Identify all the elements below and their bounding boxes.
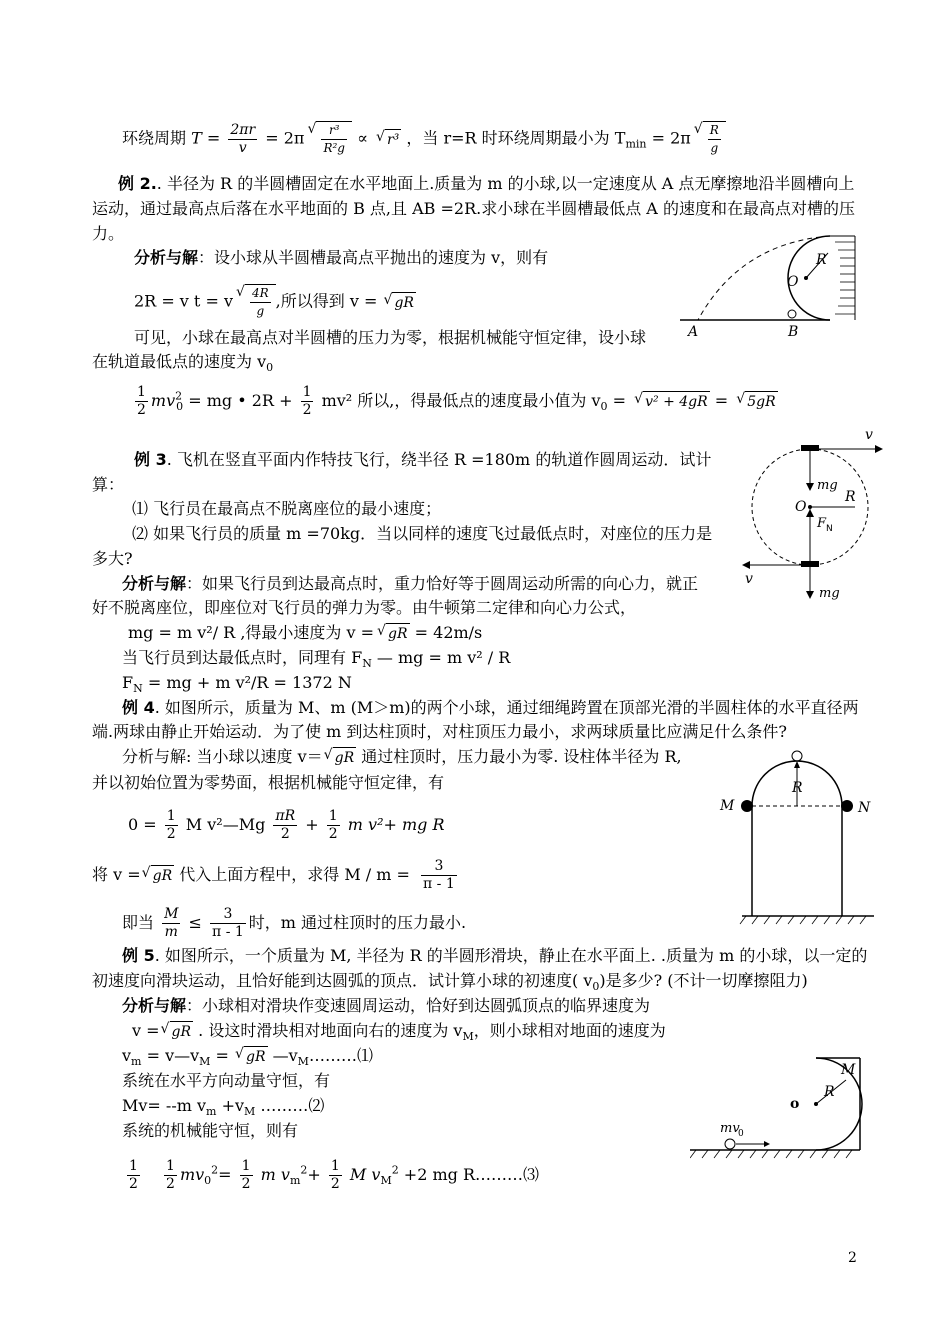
svg-text:O: O: [787, 274, 799, 290]
svg-text:R: R: [816, 252, 827, 268]
svg-text:M: M: [841, 1062, 856, 1078]
ex4-analysis: 分析与解: 当小球以速度 v＝√ gR 通过柱顶时，压力最小为零. 设柱体半径为 R,: [122, 747, 682, 768]
svg-text:o: o: [790, 1096, 800, 1112]
ex3-line1: 例 3. 飞机在竖直平面内作特技飞行，绕半径 R =180m 的轨道作圆周运动．试计: [134, 450, 712, 469]
svg-text:R: R: [792, 780, 803, 796]
svg-text:N: N: [858, 800, 871, 816]
ex3-analysis: 分析与解：如果飞行员到达最高点时，重力恰好等于圆周运动所需的向心力，就正: [122, 574, 699, 593]
ex4-eq2: 将 v =√ gR 代入上面方程中，求得 M / m = $\frac{3}{\pi - 1}$: [92, 858, 460, 893]
ex3-eq3: $F_N$ = mg + m v²/R = 1372 N: [122, 673, 352, 696]
ex5-para1: 系统在水平方向动量守恒，有: [122, 1071, 331, 1090]
ex5-eq1: $v_m$ = $v—v_M$ = √ gR $—v_M\dots\dots\dots ⑴$: [122, 1046, 373, 1072]
svg-text:F: F: [817, 516, 827, 531]
svg-text:mg: mg: [819, 586, 840, 601]
svg-text:M: M: [720, 798, 735, 814]
ex4-eq3: 即当 $\frac{M}{m}$ ≤ $\frac{3}{\pi - 1}$ 时，m 通过柱顶时的压力最小.: [122, 906, 467, 940]
svg-text:v: v: [745, 571, 753, 587]
ex3-analysis2: 好不脱离座位，即座位对飞行员的弹力为零。由牛顿第二定律和向心力公式，: [92, 598, 637, 617]
ex2-eq2: $\frac{1}{2}$ $mv^2_0$ = mg • 2R + $\frac{1}{2}$ mv² 所以,，得最低点的速度最小值为 $v_0$ = √ v² + 4gR = √ 5gR: [132, 384, 778, 419]
svg-text:B: B: [788, 324, 799, 340]
ex5-analysis2: v =√ gR . 设这时滑块相对地面向右的速度为 $v_M$，则小球相对地面的速度为: [132, 1021, 666, 1047]
ex5-para2: 系统的机械能守恒，则有: [122, 1121, 299, 1140]
loop-figure: [735, 425, 885, 603]
ex3-line2: 算：: [92, 475, 125, 494]
svg-text:A: A: [688, 324, 699, 340]
svg-text:mv: mv: [720, 1121, 740, 1136]
ex3-eq1: mg = m v²/ R ,得最小速度为 v =√ gR = 42m/s: [128, 623, 482, 644]
svg-text:mg: mg: [817, 478, 838, 493]
svg-text:N: N: [826, 524, 833, 534]
ex2-para3: 在轨道最低点的速度为 $v_0$: [92, 352, 274, 375]
period-formula: 环绕周期 T = $\frac{2\pi r}{v}$ = 2π √ $\frac{\text{r³}}{\text{R²g}}$ ∝ √ r³ ，当 r=R 时环绕周期最小为 $T_{min} = 2\pi$ √ $\frac{R}{g}$: [122, 121, 726, 157]
ex4-analysis2: 并以初始位置为零势面，根据机械能守恒定律，有: [92, 773, 445, 792]
svg-text:O: O: [795, 499, 807, 515]
page-number: 2: [848, 1250, 857, 1266]
slider-figure: [690, 1050, 865, 1165]
svg-text:R: R: [845, 489, 856, 505]
ex4-eq1: 0 = $\frac{1}{2}$ M v²—Mg $\frac{\pi R}{2}$ + $\frac{1}{2}$ m v²+ mg R: [128, 808, 445, 842]
ex2-line1: 例 2.. 半径为 R 的半圆槽固定在水平地面上.质量为 m 的小球,以一定速度从 A 点无摩擦地沿半圆槽向上: [118, 174, 855, 193]
ex5-eq3: $\frac{1}{2}$ $\frac{1}{2}$ $mv_0^2=$ $\frac{1}{2}$ m $v_m^2+$ $\frac{1}{2}$ M $v_M^2 +2$ mg R………⑶: [129, 1158, 540, 1192]
svg-text:0: 0: [738, 1129, 744, 1139]
ex3-q2b: 多大?: [92, 549, 133, 568]
ex5-line1: 例 5. 如图所示，一个质量为 M, 半径为 R 的半圆形滑块，静止在水平面上. .质量为 m 的小球，以一定的: [122, 946, 868, 965]
ex3-q2: ⑵ 如果飞行员的质量 m =70kg．当以同样的速度飞过最低点时，对座位的压力是: [132, 524, 713, 543]
ex3-q1: ⑴ 飞行员在最高点不脱离座位的最小速度；: [132, 499, 442, 518]
ex5-analysis: 分析与解：小球相对滑块作变速圆周运动，恰好到达圆弧顶点的临界速度为: [122, 996, 651, 1015]
svg-text:R: R: [824, 1084, 835, 1100]
ex2-line2: 运动，通过最高点后落在水平地面的 B 点,且 AB =2R.求小球在半圆槽最低点 A 的速度和在最高点对槽的压: [92, 199, 855, 218]
ex4-line1: 例 4. 如图所示，质量为 M、m (M＞m)的两个小球，通过细绳跨置在顶部光滑的半圆柱体的水平直径两: [122, 698, 859, 717]
ex4-line2: 端.两球由静止开始运动．为了使 m 到达柱顶时，对柱顶压力最小，求两球质量比应满足什么条件?: [92, 722, 788, 741]
ex2-line3: 力。: [92, 224, 125, 243]
ex3-eq2: 当飞行员到达最低点时，同理有 $F_N$ — mg = m v² / R: [122, 648, 511, 671]
ex2-para2: 可见，小球在最高点对半圆槽的压力为零，根据机械能守恒定律，设小球: [134, 328, 647, 347]
ex2-eq1: 2R = v t = v √ $\frac{4R}{g}$ ,所以得到 v = √ gR: [134, 284, 416, 320]
ex5-line2: 初速度向滑块运动，且恰好能到达圆弧的顶点．试计算小球的初速度( $v_0$)是多少? (不计一切摩擦阻力): [92, 971, 808, 994]
ex5-eq2: Mv= --m $v_m +v_M$ ………⑵: [122, 1096, 325, 1119]
half-groove-figure: [680, 228, 860, 343]
ex2-analysis: 分析与解：设小球从半圆槽最高点平抛出的速度为 v，则有: [134, 248, 549, 267]
cylinder-figure: [712, 748, 882, 928]
svg-text:v: v: [865, 427, 873, 443]
